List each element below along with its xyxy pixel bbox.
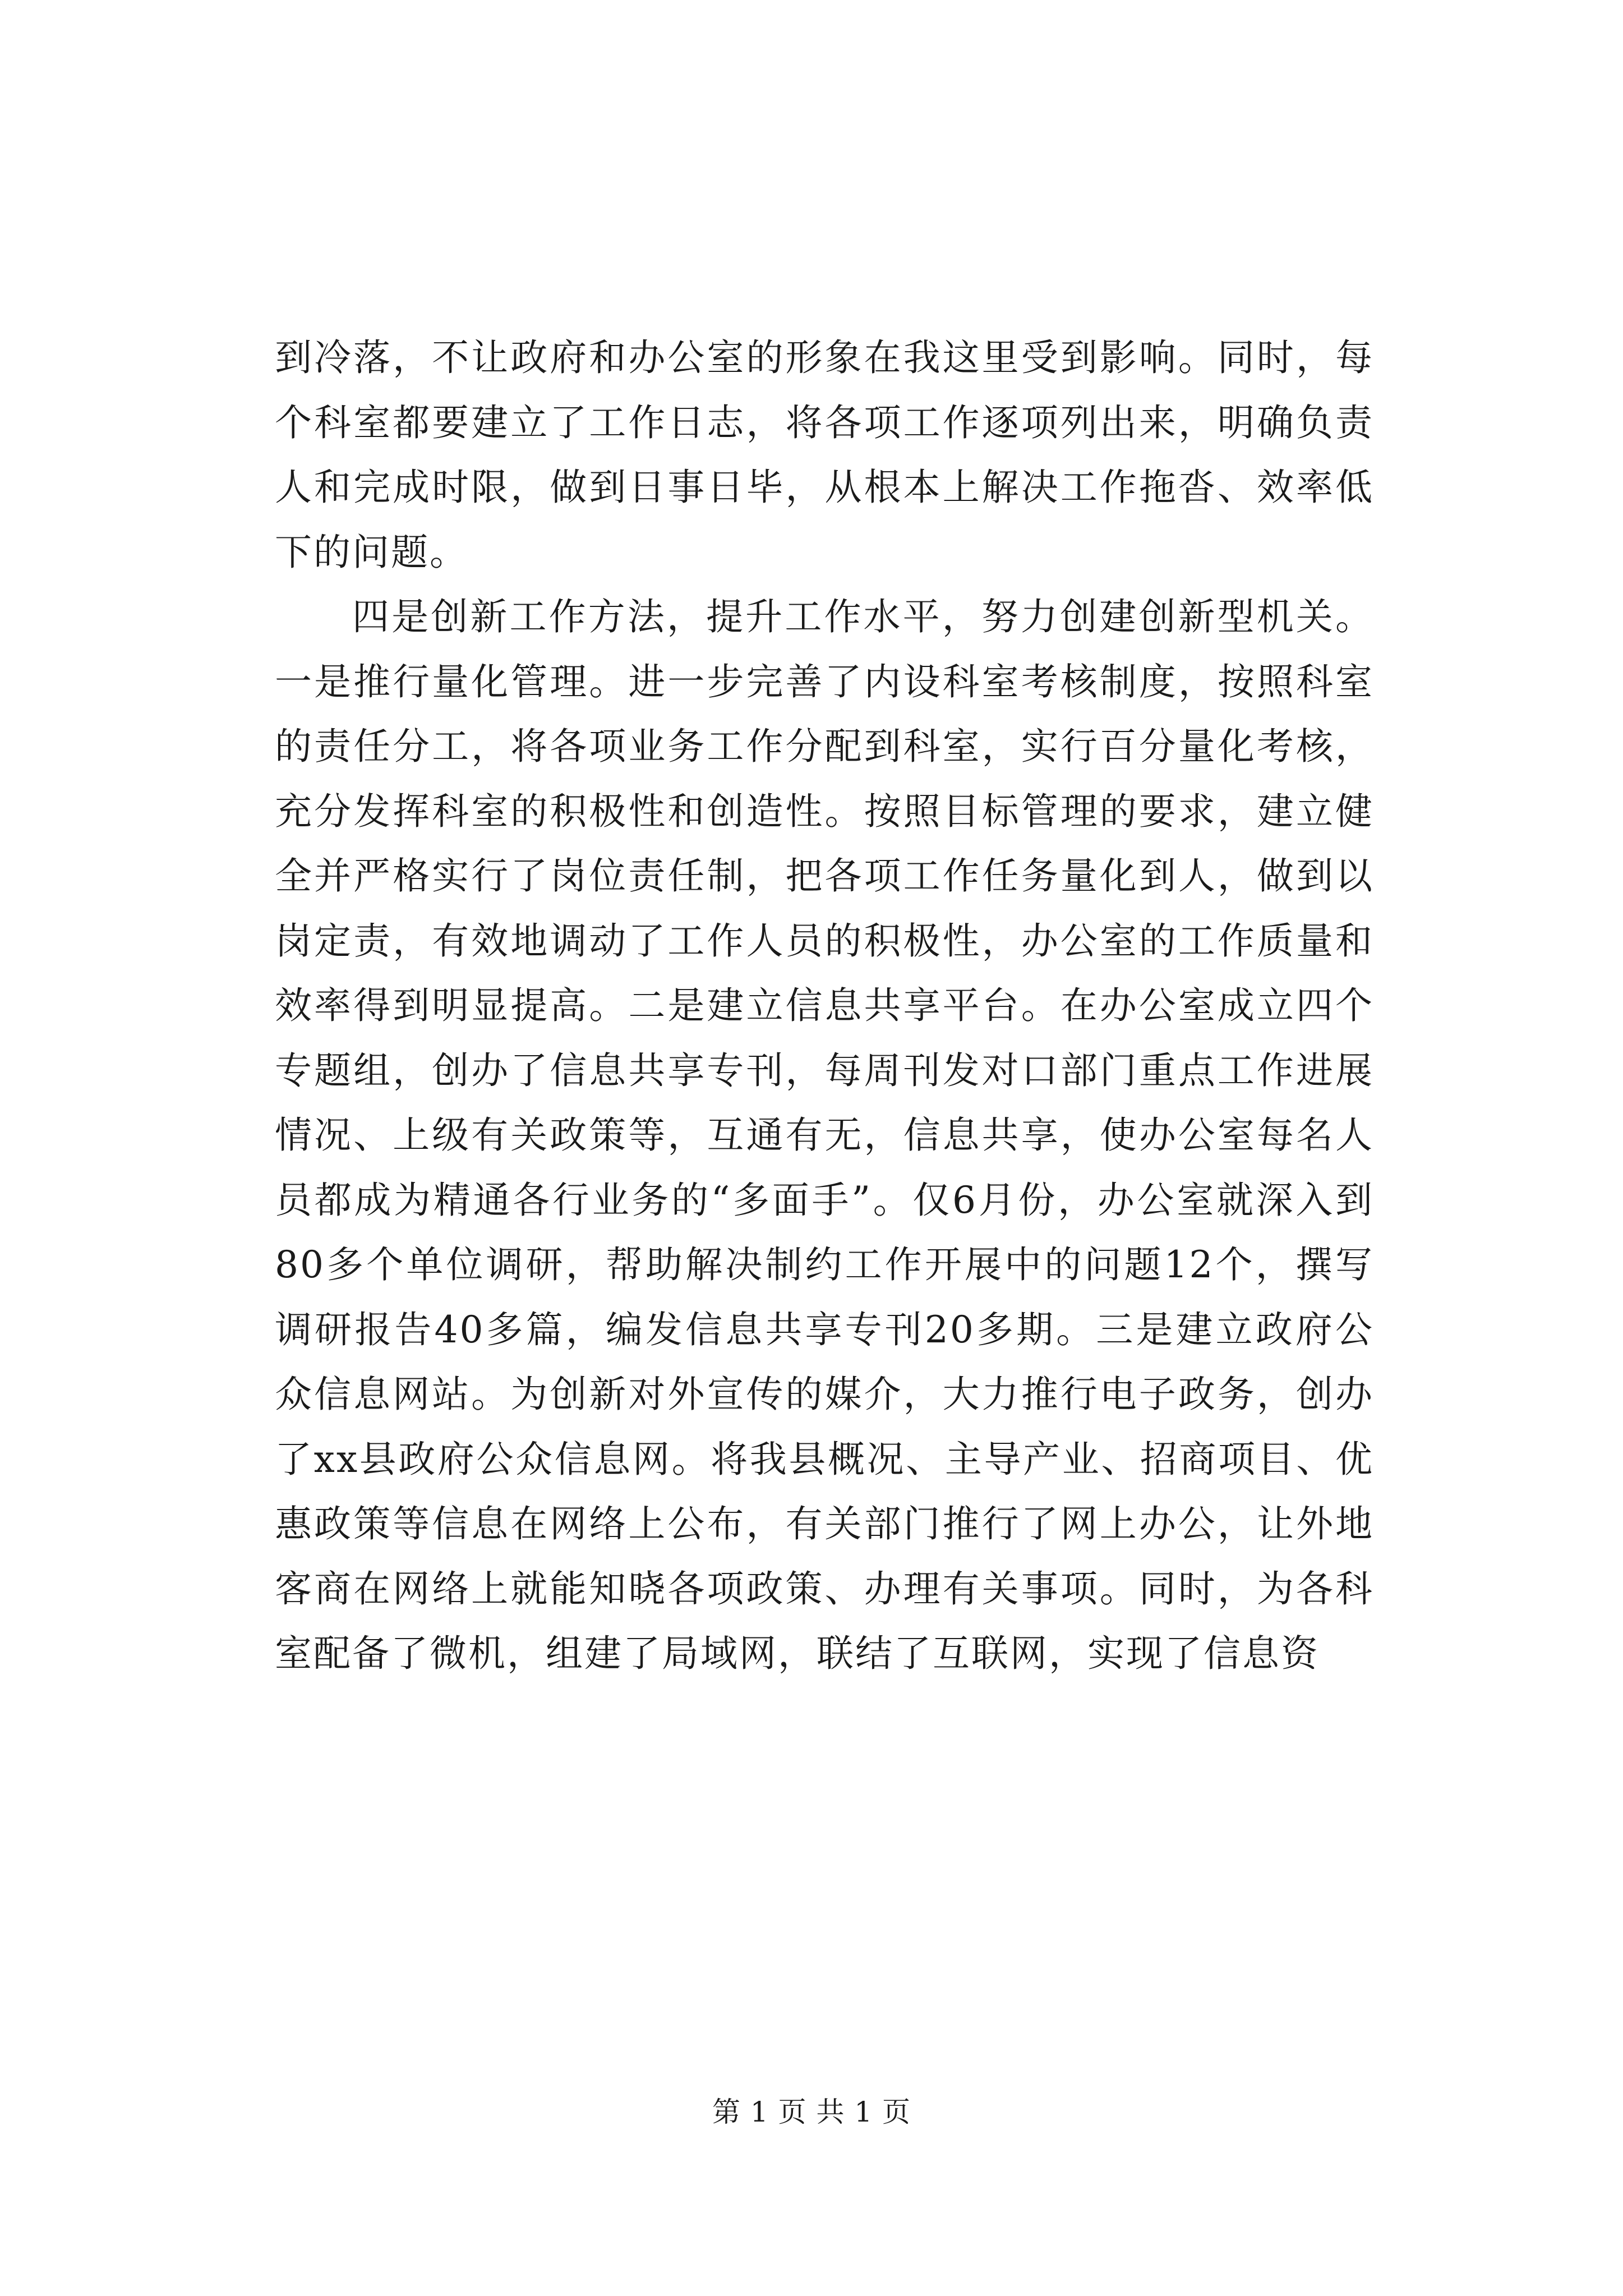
- paragraph-2: 四是创新工作方法，提升工作水平，努力创建创新型机关。一是推行量化管理。进一步完善了内设科室考核制度，按照科室的责任分工，将各项业务工作分配到科室，实行百分量化考核，充分发挥科室的积极性和创造性。按照目标管理的要求，建立健全并严格实行了岗位责任制，把各项工作任务量化到人，做到以岗定责，有效地调动了工作人员的积极性，办公室的工作质量和效率得到明显提高。二是建立信息共享平台。在办公室成立四个专题组，创办了信息共享专刊，每周刊发对口部门重点工作进展情况、上级有关政策等，互通有无，信息共享，使办公室每名人员都成为精通各行业务的“多面手”。仅6月份，办公室就深入到80多个单位调研，帮助解决制约工作开展中的问题12个，撰写调研报告40多篇，编发信息共享专刊20多期。三是建立政府公众信息网站。为创新对外宣传的媒介，大力推行电子政务，创办了xx县政府公众信息网。将我县概况、主导产业、招商项目、优惠政策等信息在网络上公布，有关部门推行了网上办公，让外地客商在网络上就能知晓各项政策、办理有关事项。同时，为各科室配备了微机，组建了局域网，联结了互联网，实现了信息资: [275, 595, 1374, 1675]
- document-body: [275, 325, 1374, 1686]
- page-footer: 第 1 页 共 1 页: [712, 2096, 911, 2128]
- paragraph-1: 到冷落，不让政府和办公室的形象在我这里受到影响。同时，每个科室都要建立了工作日志，将各项工作逐项列出来，明确负责人和完成时限，做到日事日毕，从根本上解决工作拖沓、效率低下的问题。: [275, 336, 1374, 574]
